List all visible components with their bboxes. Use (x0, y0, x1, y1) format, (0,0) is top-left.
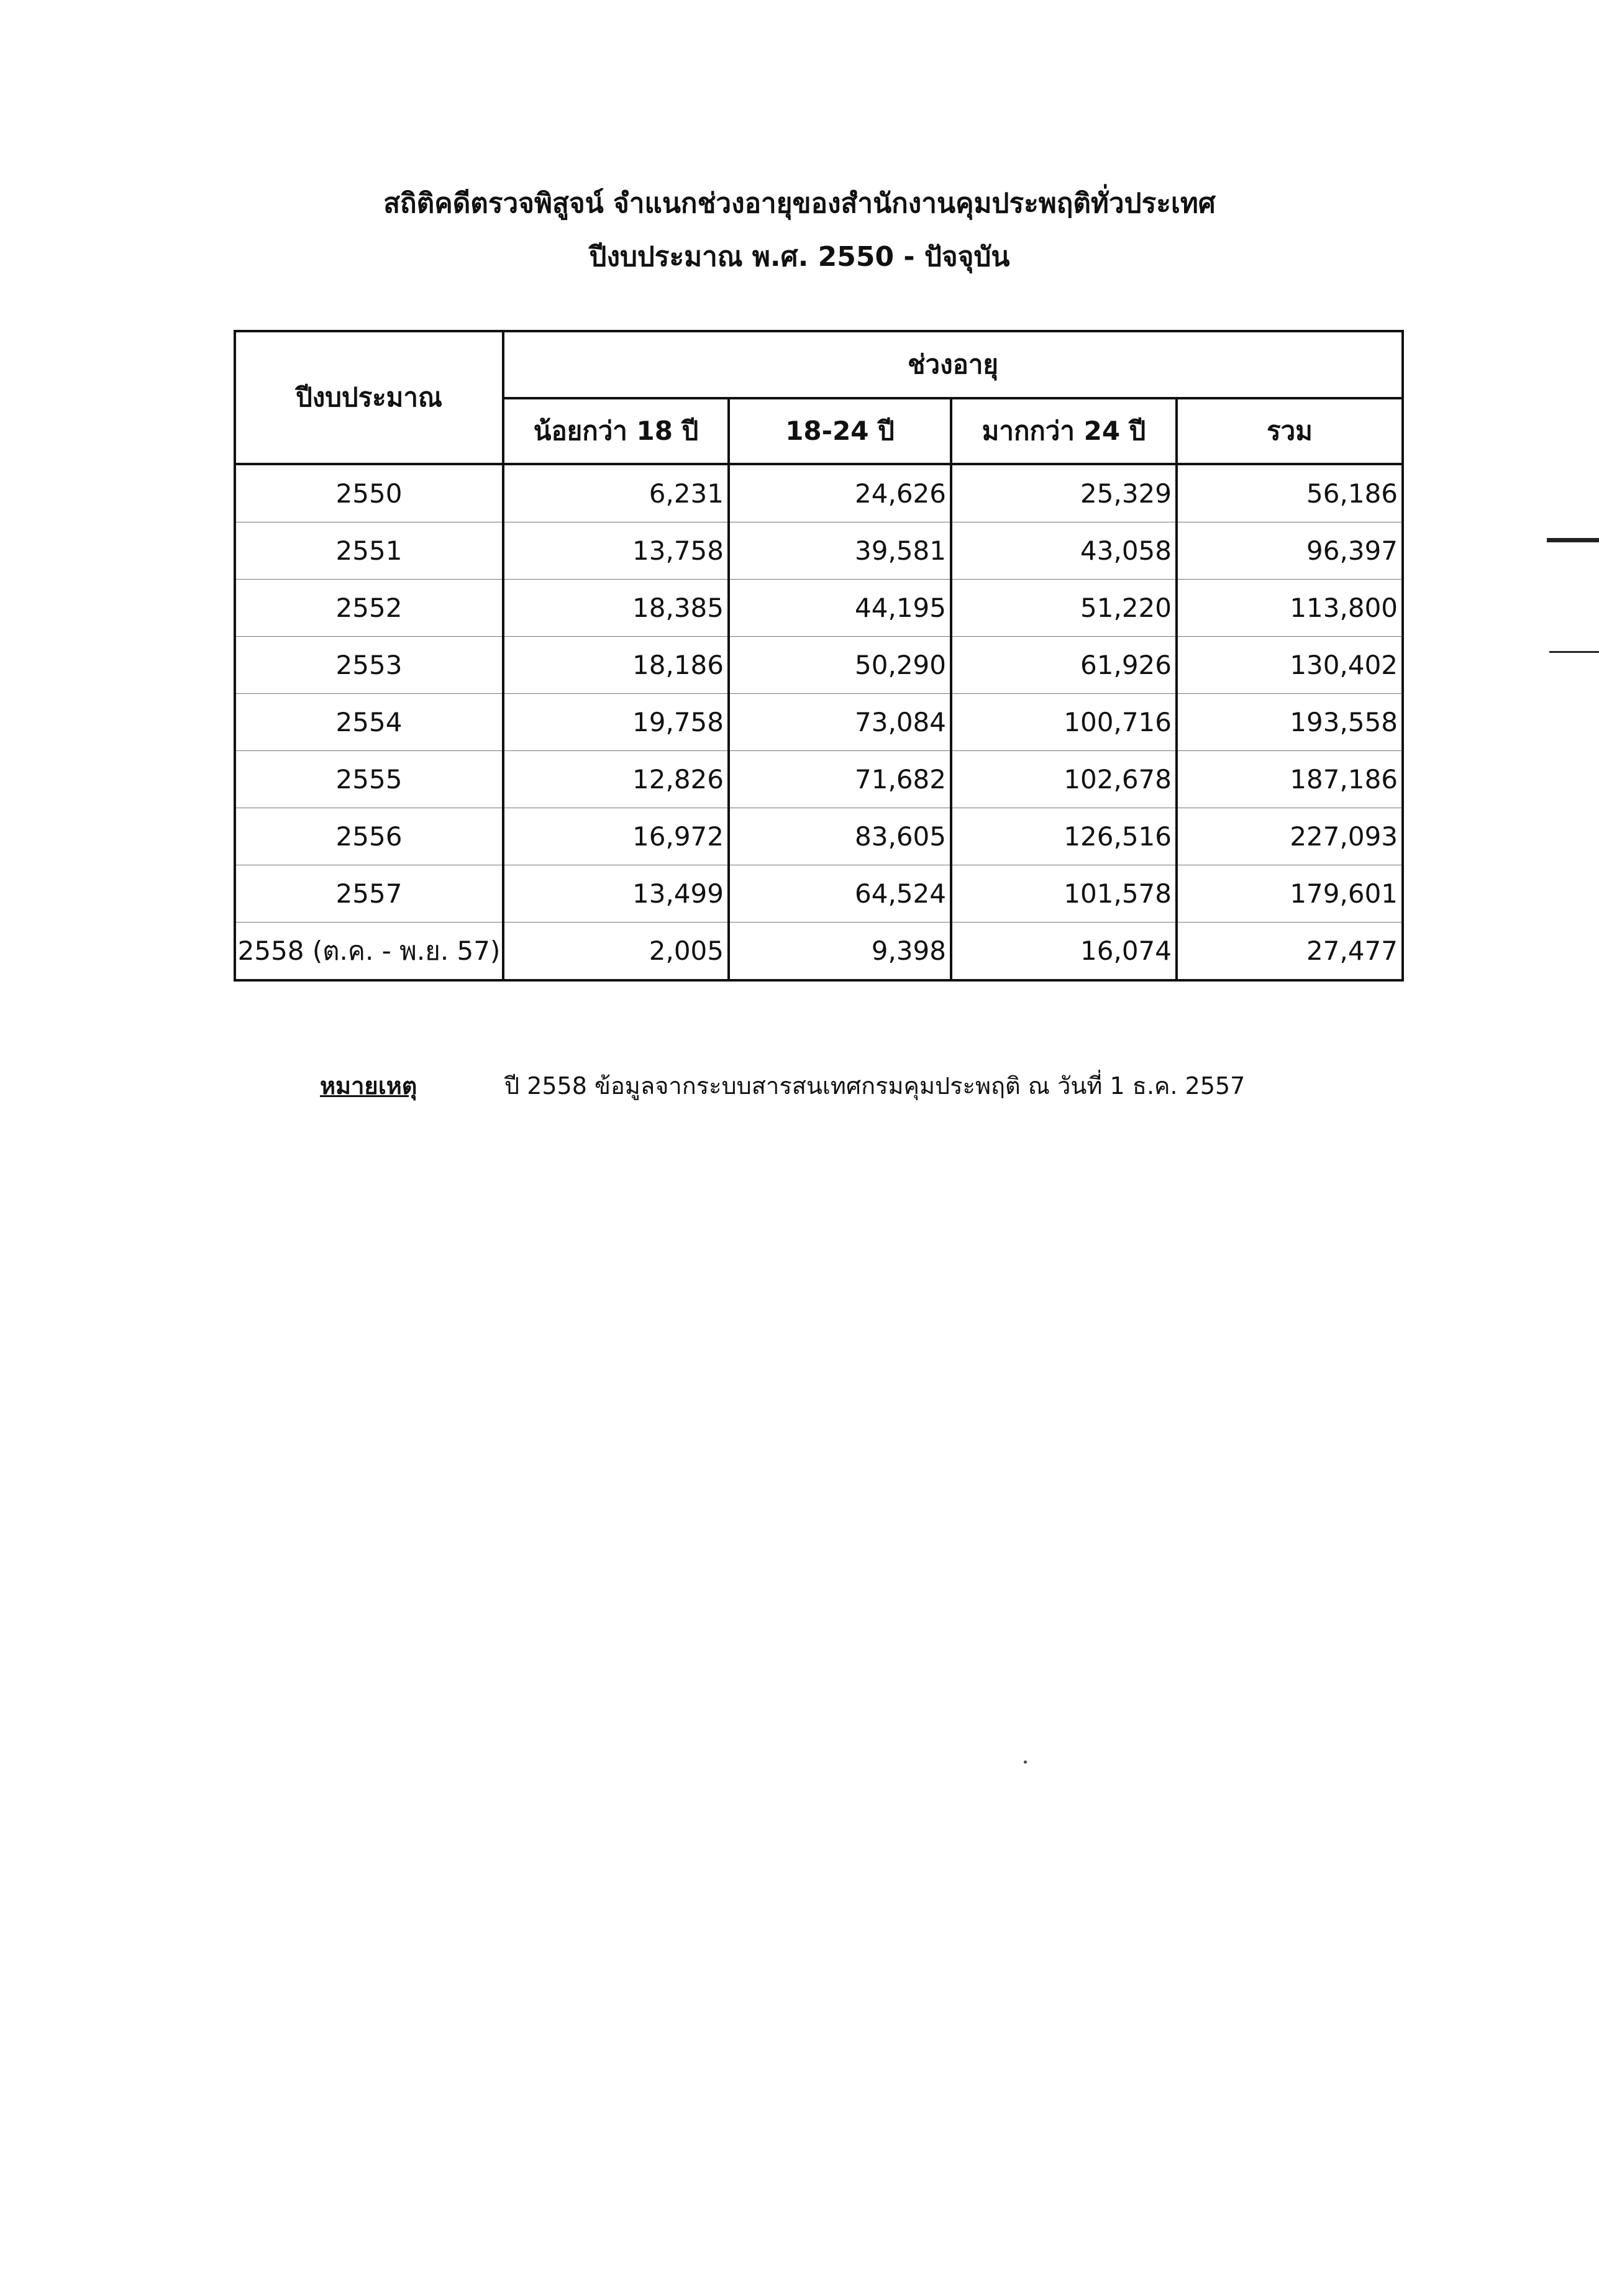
cell-over-24: 43,058 (951, 522, 1177, 580)
table-row (235, 522, 1403, 580)
table-header (235, 331, 1403, 464)
cell-18-24: 44,195 (729, 580, 951, 637)
cell-18-24: 50,290 (729, 637, 951, 694)
cell-18-24: 24,626 (729, 464, 951, 522)
header-total: รวม (1177, 398, 1403, 464)
table-row (235, 464, 1403, 522)
table-row (235, 922, 1403, 981)
table-body (235, 464, 1403, 980)
cell-under-18: 16,972 (503, 808, 729, 865)
cell-under-18: 6,231 (503, 464, 729, 522)
cell-total: 179,601 (1177, 865, 1403, 922)
header-age-group: ช่วงอายุ (503, 331, 1403, 398)
cell-total: 96,397 (1177, 522, 1403, 580)
cell-over-24: 126,516 (951, 808, 1177, 865)
header-over-24: มากกว่า 24 ปี (951, 398, 1177, 464)
cell-over-24: 16,074 (951, 922, 1177, 981)
cell-year: 2551 (235, 522, 503, 580)
cell-18-24: 83,605 (729, 808, 951, 865)
header-fiscal-year: ปีงบประมาณ (235, 331, 503, 464)
cell-under-18: 13,758 (503, 522, 729, 580)
table-row (235, 865, 1403, 922)
cell-total: 227,093 (1177, 808, 1403, 865)
scan-artifact-mark (1547, 538, 1599, 542)
cell-year: 2554 (235, 694, 503, 751)
document-subtitle: ปีงบประมาณ พ.ศ. 2550 - ปัจจุบัน (589, 241, 1010, 273)
cell-total: 56,186 (1177, 464, 1403, 522)
cell-over-24: 25,329 (951, 464, 1177, 522)
cell-total: 113,800 (1177, 580, 1403, 637)
cell-18-24: 73,084 (729, 694, 951, 751)
table-row (235, 751, 1403, 808)
table-row (235, 637, 1403, 694)
cell-over-24: 61,926 (951, 637, 1177, 694)
cell-18-24: 64,524 (729, 865, 951, 922)
header-18-24: 18-24 ปี (729, 398, 951, 464)
scan-artifact-dot (1024, 1761, 1027, 1764)
cell-over-24: 102,678 (951, 751, 1177, 808)
cell-total: 193,558 (1177, 694, 1403, 751)
table-row (235, 694, 1403, 751)
cell-total: 130,402 (1177, 637, 1403, 694)
statistics-table (234, 330, 1404, 982)
cell-under-18: 13,499 (503, 865, 729, 922)
cell-18-24: 71,682 (729, 751, 951, 808)
cell-year: 2552 (235, 580, 503, 637)
cell-total: 27,477 (1177, 922, 1403, 981)
cell-over-24: 51,220 (951, 580, 1177, 637)
cell-under-18: 18,385 (503, 580, 729, 637)
table-row (235, 580, 1403, 637)
cell-under-18: 19,758 (503, 694, 729, 751)
scan-artifact-mark (1549, 651, 1599, 653)
table-row (235, 808, 1403, 865)
cell-over-24: 100,716 (951, 694, 1177, 751)
cell-year: 2558 (ต.ค. - พ.ย. 57) (235, 922, 503, 981)
cell-year: 2556 (235, 808, 503, 865)
header-under-18: น้อยกว่า 18 ปี (503, 398, 729, 464)
cell-18-24: 9,398 (729, 922, 951, 981)
cell-year: 2557 (235, 865, 503, 922)
document-title: สถิติคดีตรวจพิสูจน์ จำแนกช่วงอายุของสำนักงานคุมประพฤติทั่วประเทศ (383, 188, 1216, 219)
cell-year: 2550 (235, 464, 503, 522)
cell-under-18: 2,005 (503, 922, 729, 981)
cell-year: 2553 (235, 637, 503, 694)
cell-18-24: 39,581 (729, 522, 951, 580)
cell-under-18: 12,826 (503, 751, 729, 808)
cell-year: 2555 (235, 751, 503, 808)
cell-total: 187,186 (1177, 751, 1403, 808)
cell-under-18: 18,186 (503, 637, 729, 694)
note-text: ปี 2558 ข้อมูลจากระบบสารสนเทศกรมคุมประพฤติ ณ วันที่ 1 ธ.ค. 2557 (504, 1072, 1246, 1100)
cell-over-24: 101,578 (951, 865, 1177, 922)
note-label: หมายเหตุ (320, 1072, 417, 1100)
